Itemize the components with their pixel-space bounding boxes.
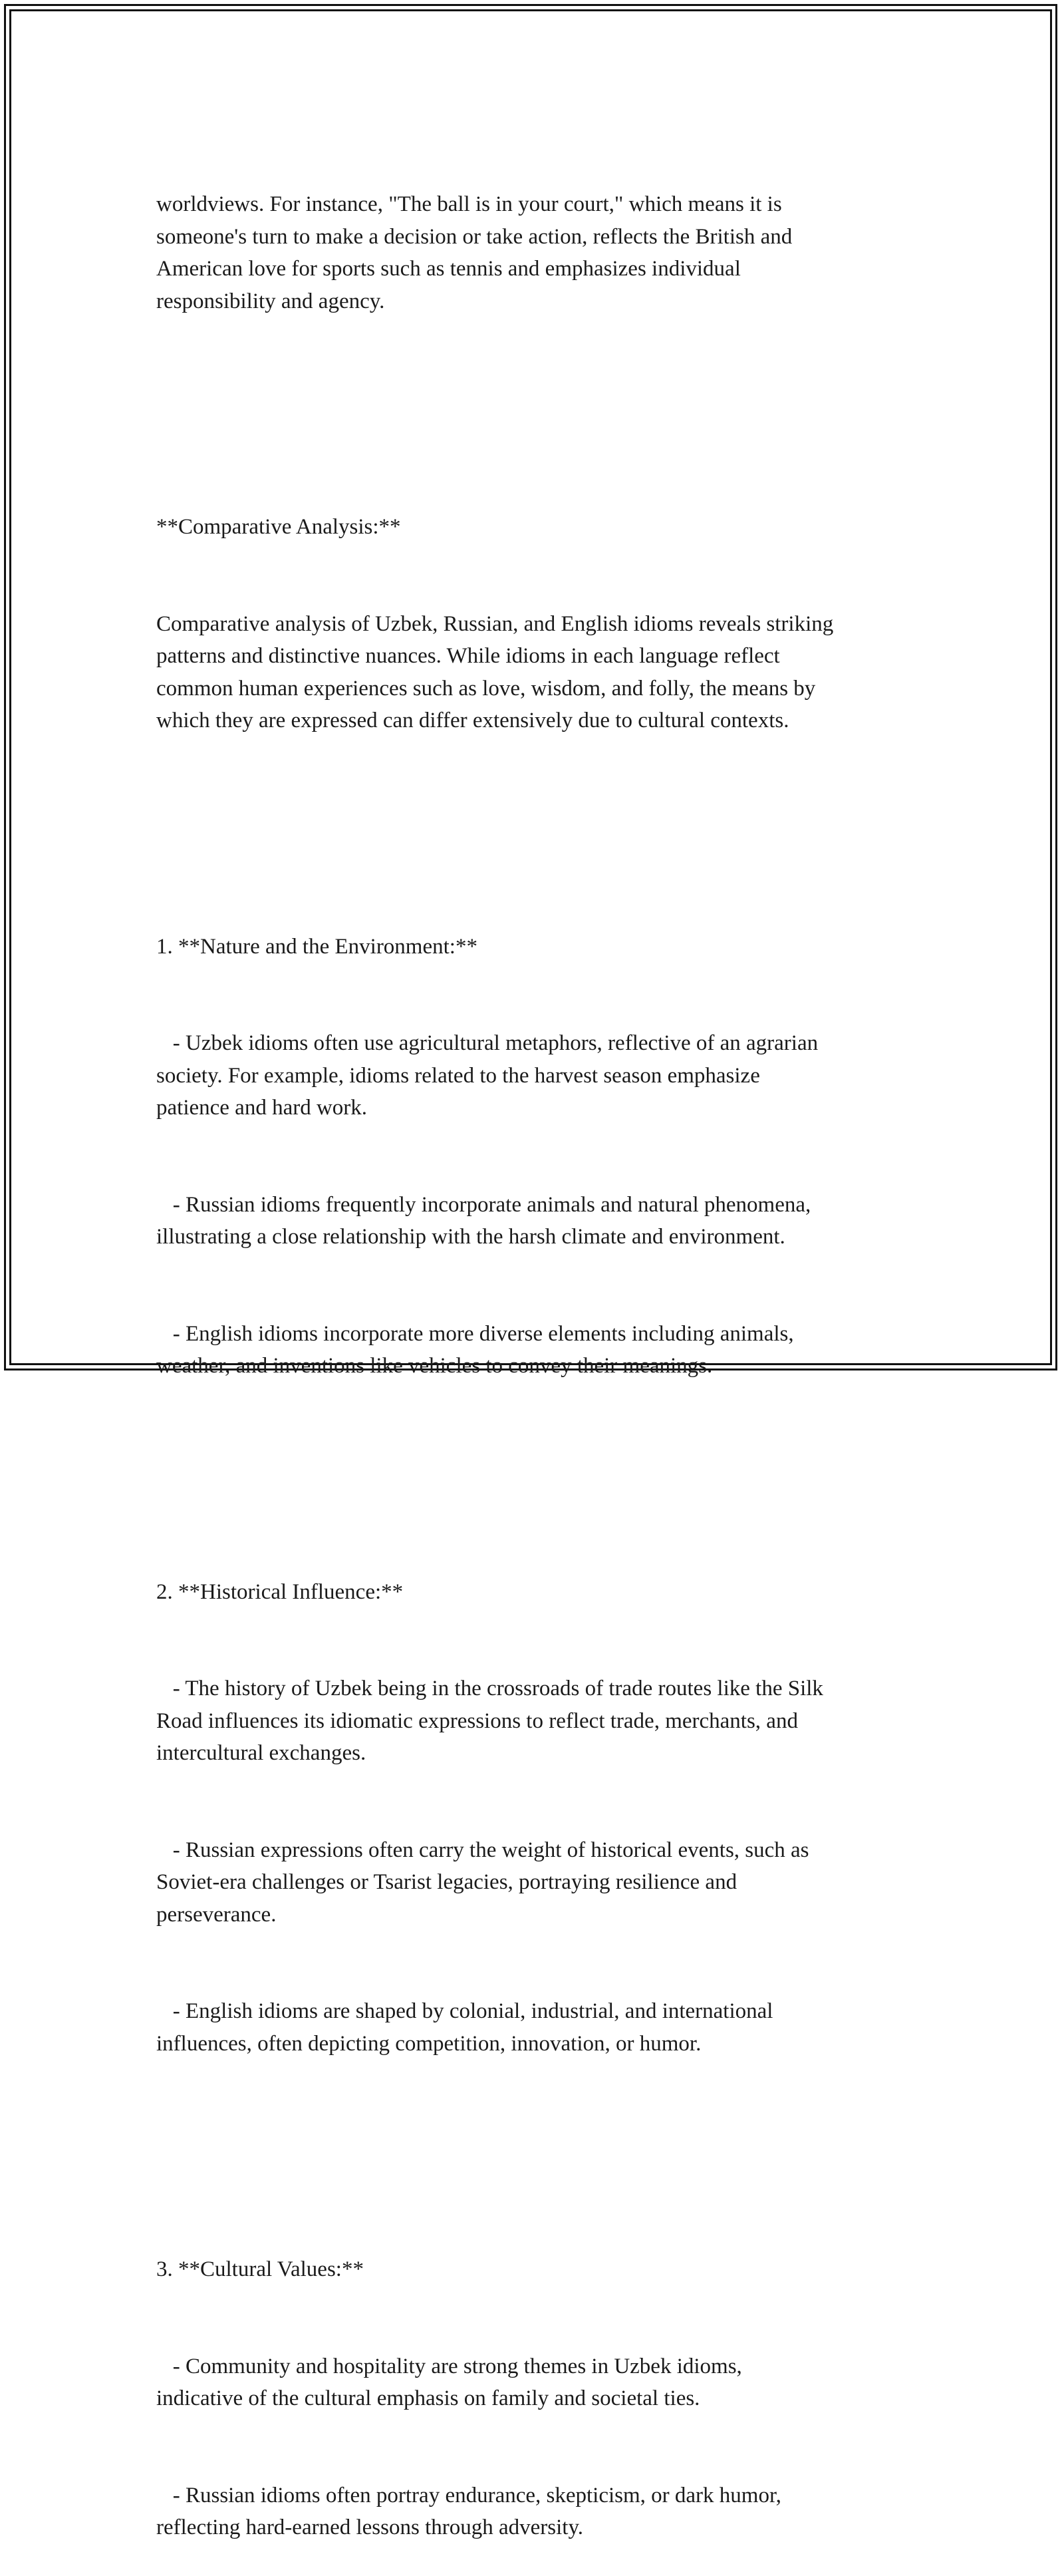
paragraph-gap — [156, 2124, 941, 2157]
list-item-historical-english: - English idioms are shaped by colonial, industrial, and international influences, often depicting competition, innovation, or humor. — [156, 1999, 773, 2056]
list-item-historical-uzbek: - The history of Uzbek being in the crossroads of trade routes like the Silk Road influences its idiomatic expressions to reflect trade, merchants, and intercultural exchanges. — [156, 1677, 823, 1765]
list-item-nature-russian: - Russian idioms frequently incorporate animals and natural phenomena, illustrating a close relationship with the harsh climate and environment. — [156, 1192, 811, 1249]
section-heading-cultural: 3. **Cultural Values:** — [156, 2257, 364, 2281]
comparative-analysis-paragraph: Comparative analysis of Uzbek, Russian, and English idioms reveals striking patterns and distinctive nuances. While idioms in each language reflect common human experiences such as love, wisdom, and folly, the means by which they are expressed can differ extensively due to cultural contexts. — [156, 611, 834, 732]
section-heading-historical: 2. **Historical Influence:** — [156, 1579, 404, 1604]
list-item-nature-english: - English idioms incorporate more diverse elements including animals, weather, and inventions like vehicles to convey their meanings. — [156, 1321, 794, 1378]
list-item-nature-uzbek: - Uzbek idioms often use agricultural metaphors, reflective of an agrarian society. For example, idioms related to the harvest season emphasize patience and hard work. — [156, 1031, 819, 1120]
paragraph-gap — [156, 802, 941, 834]
paragraph-gap — [156, 1447, 941, 1480]
list-item-cultural-russian: - Russian idioms often portray endurance, skepticism, or dark humor, reflecting hard-earned lessons through adversity. — [156, 2483, 781, 2539]
intro-paragraph: worldviews. For instance, "The ball is in your court," which means it is someone's turn to make a decision or take action, reflects the British and American love for sports such as tennis and emphasizes individual responsibility and agency. — [156, 192, 793, 313]
document-body — [156, 124, 941, 2576]
list-item-historical-russian: - Russian expressions often carry the weight of historical events, such as Soviet-era challenges or Tsarist legacies, portraying resilience and perseverance. — [156, 1838, 809, 1927]
section-heading-nature: 1. **Nature and the Environment:** — [156, 934, 477, 959]
comparative-analysis-heading: **Comparative Analysis:** — [156, 515, 401, 539]
list-item-cultural-uzbek: - Community and hospitality are strong themes in Uzbek idioms, indicative of the cultural emphasis on family and societal ties. — [156, 2354, 742, 2410]
paragraph-gap — [156, 382, 941, 414]
